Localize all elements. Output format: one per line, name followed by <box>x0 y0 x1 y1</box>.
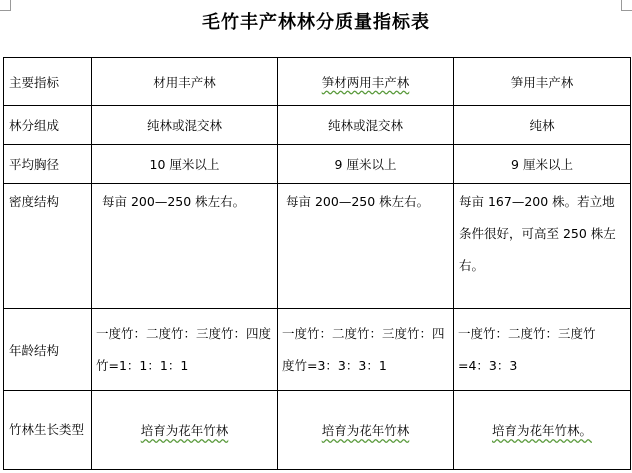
table-cell: 9 厘米以上 <box>454 145 631 184</box>
table-cell: 纯林 <box>454 106 631 145</box>
table-cell: 纯林或混交林 <box>92 106 278 145</box>
table-row <box>4 391 631 470</box>
row-label: 年龄结构 <box>4 309 92 391</box>
table-row <box>4 184 631 309</box>
table-cell: 10 厘米以上 <box>92 145 278 184</box>
cell-text: 培育为花年竹林 <box>321 423 410 438</box>
header-cell-shoot: 笋用丰产林 <box>454 58 631 106</box>
table-cell: 9 厘米以上 <box>278 145 454 184</box>
row-label: 林分组成 <box>4 106 92 145</box>
table-cell <box>278 391 454 470</box>
table-cell: 一度竹：二度竹：三度竹：四度竹=3：3：3：1 <box>278 309 454 391</box>
table-cell <box>92 391 278 470</box>
header-cell-timber: 材用丰产林 <box>92 58 278 106</box>
header-cell-indicator: 主要指标 <box>4 58 92 106</box>
table-header-row <box>4 58 631 106</box>
cell-text: 培育为花年竹林。 <box>491 423 592 438</box>
row-label: 密度结构 <box>4 184 92 309</box>
table-cell: 每亩 167—200 株。若立地条件很好，可高至 250 株左右。 <box>454 184 631 309</box>
cell-text: 培育为花年竹林 <box>140 423 229 438</box>
table-cell: 纯林或混交林 <box>278 106 454 145</box>
table-cell: 一度竹：二度竹：三度竹=4：3：3 <box>454 309 631 391</box>
table-row <box>4 106 631 145</box>
table-row <box>4 309 631 391</box>
quality-index-table <box>3 57 631 470</box>
table-cell: 一度竹：二度竹：三度竹：四度竹=1：1：1：1 <box>92 309 278 391</box>
header-cell-shoot-timber-text: 笋材两用丰产林 <box>321 74 410 90</box>
table-cell: 每亩 200—250 株左右。 <box>278 184 454 309</box>
table-row <box>4 145 631 184</box>
row-label: 平均胸径 <box>4 145 92 184</box>
page-title: 毛竹丰产林林分质量指标表 <box>202 12 430 33</box>
table-cell <box>454 391 631 470</box>
table-cell: 每亩 200—250 株左右。 <box>92 184 278 309</box>
row-label: 竹林生长类型 <box>4 391 92 470</box>
header-cell-shoot-timber <box>278 58 454 106</box>
